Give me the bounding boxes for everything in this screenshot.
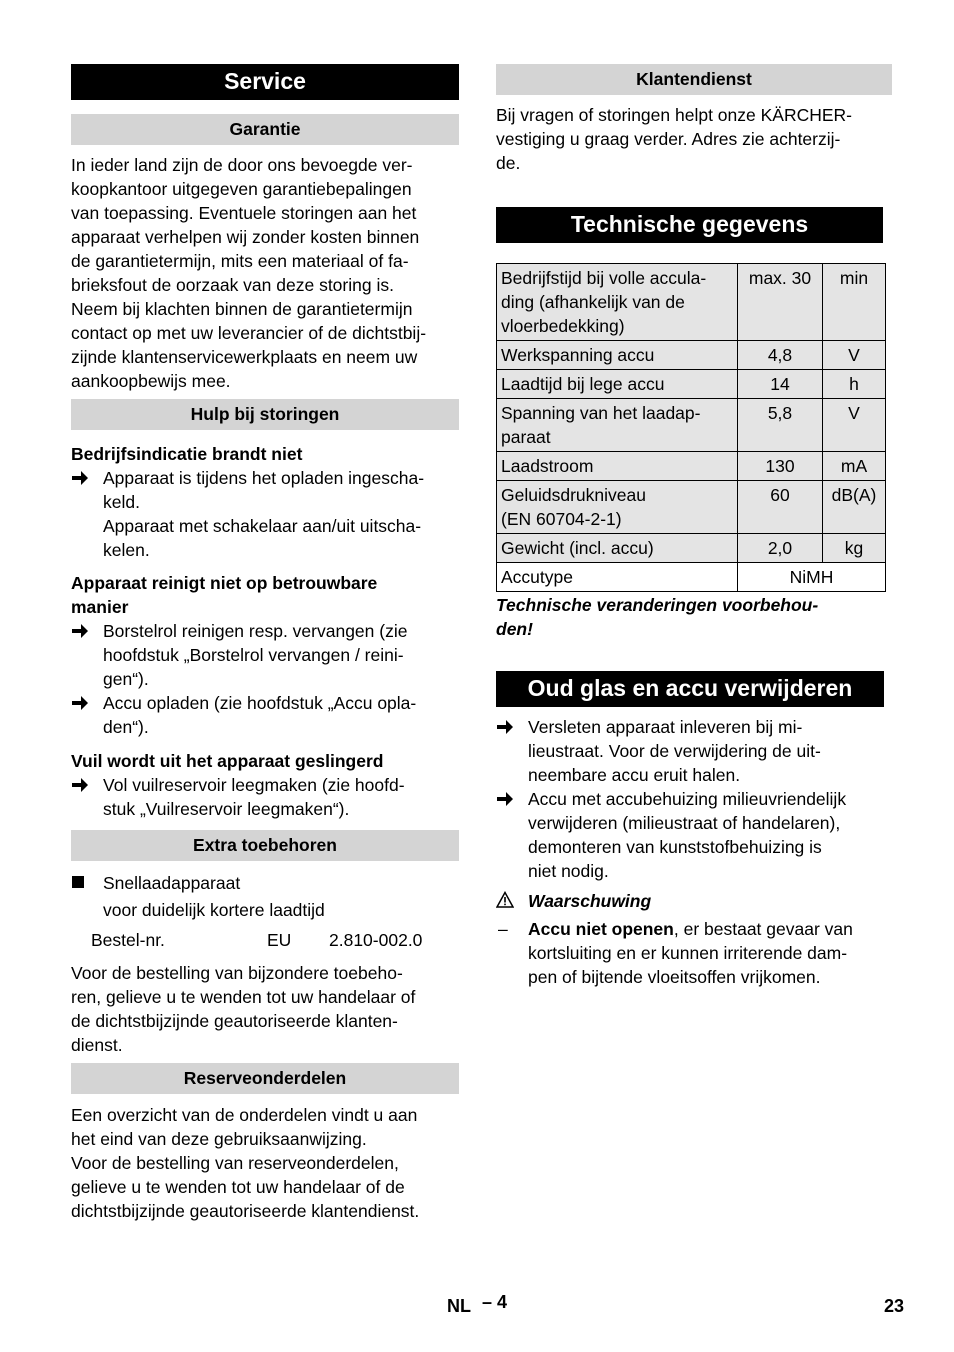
table-row — [497, 481, 886, 534]
reserve-heading: Reserveonderdelen — [71, 1063, 459, 1094]
tech-table — [496, 263, 886, 592]
list-item — [71, 773, 459, 821]
table-row — [497, 563, 886, 592]
text-line: brieksfout de oorzaak van deze storing is. — [71, 275, 394, 295]
text-line: den“). — [103, 717, 149, 737]
text-line: vestiging u graag verder. Adres zie achterzij- — [496, 129, 841, 149]
text-line: koopkantoor uitgegeven garantiebepalingen — [71, 179, 412, 199]
text-line: hoofdstuk „Borstelrol vervangen / reini- — [103, 645, 404, 665]
dash-bullet: – — [498, 919, 508, 939]
text-line: de. — [496, 153, 521, 173]
text-line: verwijderen (milieustraat of handelaren), — [528, 813, 841, 833]
table-cell-unit: h — [823, 370, 886, 399]
text-line: niet nodig. — [528, 861, 609, 881]
warning-title — [496, 889, 892, 913]
table-cell-value: 14 — [738, 370, 823, 399]
tech-heading: Technische gegevens — [496, 207, 883, 243]
text-line: Laadstroom — [501, 456, 594, 476]
warning-triangle-icon — [496, 891, 514, 909]
table-cell-label — [497, 341, 738, 370]
text-line: Snellaadapparaat — [103, 873, 241, 893]
text-line: Laadtijd bij lege accu — [501, 374, 665, 394]
warning-item — [496, 917, 892, 989]
list-item — [71, 466, 459, 514]
text-line: contact op met uw leverancier of de dichtstbij- — [71, 323, 427, 343]
order-number-row — [71, 928, 459, 952]
table-cell-unit: V — [823, 341, 886, 370]
garantie-text — [71, 153, 459, 393]
table-cell-value: 5,8 — [738, 399, 823, 452]
text-line: Spanning van het laadap- — [501, 403, 701, 423]
text-line: Neem bij klachten binnen de garantietermijn — [71, 299, 413, 319]
text-line: Apparaat reinigt niet op betrouwbare — [71, 573, 378, 593]
text-line: den! — [496, 619, 533, 639]
text-line: ren, gelieve u te wenden tot uw handelaar of — [71, 987, 416, 1007]
text-line: ding (afhankelijk van de — [501, 292, 685, 312]
hulp-heading: Hulp bij storingen — [71, 399, 459, 430]
table-row — [497, 452, 886, 481]
text-line: Apparaat is tijdens het opladen ingescha- — [103, 468, 425, 488]
text-line: de dichtstbijzijnde geautoriseerde klanten- — [71, 1011, 398, 1031]
warning-bold: Accu niet openen — [528, 919, 674, 939]
table-row — [497, 370, 886, 399]
footer-lang: NL — [447, 1296, 471, 1316]
table-cell-value: NiMH — [738, 563, 886, 592]
square-bullet-icon — [72, 876, 84, 888]
arrow-right-icon — [71, 776, 89, 794]
text-line: lieustraat. Voor de verwijdering de uit- — [528, 741, 821, 761]
text-line: kelen. — [103, 540, 150, 560]
table-cell-label — [497, 399, 738, 452]
extra-text — [71, 961, 459, 1057]
warning-rest: , er bestaat gevaar van — [673, 919, 853, 939]
text-line: pen of bijtende vloeitsoffen vrijkomen. — [528, 967, 821, 987]
arrow-right-icon — [71, 622, 89, 640]
text-line: van toepassing. Eventuele storingen aan het — [71, 203, 417, 223]
table-cell-value: 130 — [738, 452, 823, 481]
table-row — [497, 341, 886, 370]
text-line: Voor de bestelling van bijzondere toebeho- — [71, 963, 403, 983]
text-line: Werkspanning accu — [501, 345, 655, 365]
text-line: (EN 60704-2-1) — [501, 509, 622, 529]
table-cell-label — [497, 452, 738, 481]
footer-page-number: 23 — [884, 1296, 905, 1316]
order-label: Bestel-nr. — [91, 930, 165, 950]
table-row — [497, 534, 886, 563]
list-item — [71, 514, 459, 562]
table-cell-unit: kg — [823, 534, 886, 563]
arrow-right-icon — [496, 718, 514, 736]
table-cell-label — [497, 370, 738, 399]
table-cell-value: 2,0 — [738, 534, 823, 563]
list-item — [71, 619, 459, 691]
text-line: zijnde klantenservicewerkplaats en neem uw — [71, 347, 418, 367]
table-cell-unit: min — [823, 264, 886, 341]
order-number: 2.810-002.0 — [329, 930, 423, 950]
table-cell-value: max. 30 — [738, 264, 823, 341]
list-item — [496, 715, 892, 787]
text-line: apparaat verhelpen wij zonder kosten binnen — [71, 227, 420, 247]
table-cell-unit: dB(A) — [823, 481, 886, 534]
extra-heading: Extra toebehoren — [71, 830, 459, 861]
table-row — [497, 399, 886, 452]
arrow-right-icon — [71, 469, 89, 487]
text-line: kortsluiting en er kunnen irriterende dam- — [528, 943, 848, 963]
disposal-heading: Oud glas en accu verwijderen — [496, 671, 884, 707]
text-line: Versleten apparaat inleveren bij mi- — [528, 717, 803, 737]
order-region: EU — [267, 930, 292, 950]
text-line: Vol vuilreservoir leegmaken (zie hoofd- — [103, 775, 405, 795]
text-line: dienst. — [71, 1035, 123, 1055]
text-line: In ieder land zijn de door ons bevoegde ver- — [71, 155, 413, 175]
text-line: neembare accu eruit halen. — [528, 765, 741, 785]
text-line: dichtstbijzijnde geautoriseerde klantendienst. — [71, 1201, 420, 1221]
subheading-indicator: Bedrijfsindicatie brandt niet — [71, 444, 303, 464]
text-line: Accu met accubehuizing milieuvriendelijk — [528, 789, 847, 809]
list-item — [496, 787, 892, 883]
text-line: gen“). — [103, 669, 149, 689]
text-line: de garantietermijn, mits een materiaal of fa- — [71, 251, 409, 271]
reserve-text — [71, 1103, 459, 1223]
text-line: manier — [71, 597, 129, 617]
right-column — [496, 64, 892, 989]
table-cell-label: Accutype — [497, 563, 738, 592]
table-cell-value: 60 — [738, 481, 823, 534]
klantendienst-text — [496, 103, 892, 175]
text-line: Waarschuwing — [528, 891, 652, 911]
garantie-heading: Garantie — [71, 114, 459, 145]
arrow-right-icon — [71, 694, 89, 712]
klantendienst-heading: Klantendienst — [496, 64, 892, 95]
text-line: stuk „Vuilreservoir leegmaken“). — [103, 799, 350, 819]
text-line: Borstelrol reinigen resp. vervangen (zie — [103, 621, 408, 641]
text-line: Accu opladen (zie hoofdstuk „Accu opla- — [103, 693, 417, 713]
left-column — [71, 64, 459, 1223]
text-line: paraat — [501, 427, 551, 447]
text-line: Voor de bestelling van reserveonderdelen, — [71, 1153, 399, 1173]
accessory-item — [71, 871, 459, 895]
text-line: gelieve u te wenden tot uw handelaar of de — [71, 1177, 405, 1197]
text-line: het eind van deze gebruiksaanwijzing. — [71, 1129, 367, 1149]
table-cell-label — [497, 534, 738, 563]
text-line: Technische veranderingen voorbehou- — [496, 595, 819, 615]
text-line — [528, 917, 892, 941]
text-line: Een overzicht van de onderdelen vindt u aan — [71, 1105, 418, 1125]
subheading-cleaning — [71, 571, 459, 619]
list-item — [71, 691, 459, 739]
text-line: keld. — [103, 492, 140, 512]
text-line: Bij vragen of storingen helpt onze KÄRCHER- — [496, 105, 853, 125]
table-cell-label — [497, 264, 738, 341]
service-heading: Service — [71, 64, 459, 100]
text-line: Geluidsdrukniveau — [501, 485, 646, 505]
accessory-desc — [71, 898, 459, 922]
table-cell-unit: mA — [823, 452, 886, 481]
arrow-right-icon — [496, 790, 514, 808]
table-cell-label — [497, 481, 738, 534]
subheading-dirt: Vuil wordt uit het apparaat geslingerd — [71, 751, 384, 771]
table-cell-value: 4,8 — [738, 341, 823, 370]
text-line: aankoopbewijs mee. — [71, 371, 231, 391]
text-line: Apparaat met schakelaar aan/uit uitscha- — [103, 516, 422, 536]
text-line: demonteren van kunststofbehuizing is — [528, 837, 822, 857]
text-line: Bedrijfstijd bij volle accula- — [501, 268, 707, 288]
text-line: Gewicht (incl. accu) — [501, 538, 654, 558]
text-line: voor duidelijk kortere laadtijd — [103, 900, 325, 920]
tech-note — [496, 593, 892, 641]
table-cell-unit: V — [823, 399, 886, 452]
table-row — [497, 264, 886, 341]
footer-page-local: – 4 — [482, 1292, 508, 1312]
text-line: vloerbedekking) — [501, 316, 625, 336]
